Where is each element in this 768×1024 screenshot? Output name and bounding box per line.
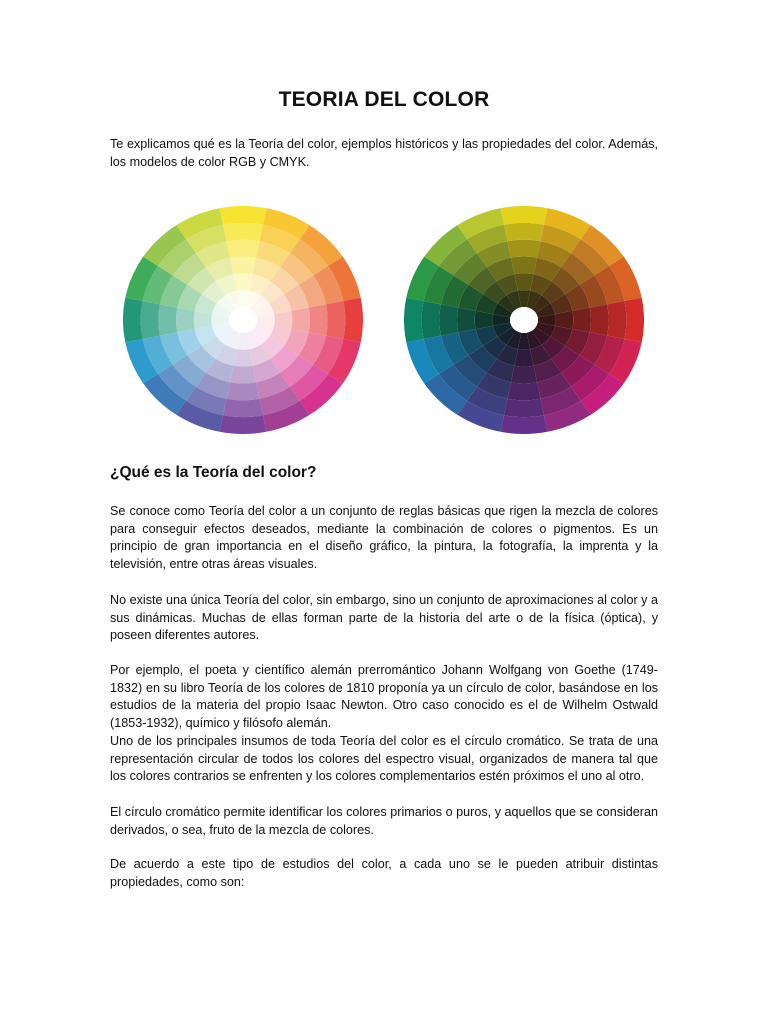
wheel-segment: [226, 382, 259, 400]
wheel-segment: [309, 304, 328, 335]
wheel-segment: [422, 301, 441, 339]
wheel-segment: [507, 382, 540, 400]
wheel-segment: [343, 298, 363, 342]
wheel-segment: [572, 308, 591, 333]
paragraph-primary-colors: El círculo cromático permite identificar los colores primarios o puros, y aquellos que se consideran derivados, o sea, fruto de la mezcla de colores.: [110, 805, 658, 837]
wheel-segment: [404, 298, 424, 342]
wheel-segment: [226, 240, 259, 258]
page-title: TEORIA DEL COLOR: [278, 88, 490, 111]
wheel-segment: [220, 206, 267, 225]
section-heading: ¿Qué es la Teoría del color?: [110, 464, 317, 481]
wheel-segment: [291, 308, 310, 333]
paragraph-approximations: No existe una única Teoría del color, sin embargo, sino un conjunto de aproximaciones al color y a sus dinámicas. Muchas de ellas forman parte de la historia del arte o de la física (óptica), y poseen diferentes autores.: [110, 593, 658, 642]
wheel-segment: [507, 240, 540, 258]
wheel-segment: [223, 223, 263, 241]
color-wheel-shades-image: [402, 204, 646, 436]
wheel-segment: [158, 304, 177, 335]
wheel-segment: [511, 366, 537, 384]
wheel-segment: [230, 257, 256, 275]
wheel-center-hole: [229, 307, 257, 333]
wheel-segment: [223, 399, 263, 417]
paragraph-properties: De acuerdo a este tipo de estudios del color, a cada uno se le pueden atribuir distintas propiedades, como son:: [110, 857, 658, 889]
paragraph-definition: Se conoce como Teoría del color a un conjunto de reglas básicas que rigen la mezcla de colores para conseguir efectos deseados, mediante la combinación de colores o pigmentos. Es un principio de gran importancia en el diseño gráfico, la pintura, la fotografía, la imprenta y la televisión, entre otras áreas visuales.: [110, 504, 658, 571]
wheel-segment: [230, 366, 256, 384]
wheel-segment: [439, 304, 458, 335]
wheel-segment: [624, 298, 644, 342]
wheel-center-hole: [510, 307, 538, 333]
wheel-segment: [123, 298, 143, 342]
wheel-segment: [501, 415, 548, 434]
wheel-segment: [504, 399, 544, 417]
paragraph-goethe-example: Por ejemplo, el poeta y científico alemán prerromántico Johann Wolfgang von Goethe (1749-1832) en su libro Teoría de los colores de 1810 proponía ya un círculo de color, basándose en los estudios de la materia del propio Isaac Newton. Otro caso conocido es el de Wilhelm Ostwald (1853-1932), químico y filósofo alemán.: [110, 663, 658, 730]
wheel-segment: [607, 301, 626, 339]
wheel-segment: [176, 308, 195, 333]
wheel-segment: [511, 257, 537, 275]
wheel-segment: [141, 301, 160, 339]
intro-paragraph: Te explicamos qué es la Teoría del color, ejemplos históricos y las propiedades del color. Además, los modelos de color RGB y CMYK.: [110, 137, 658, 169]
wheel-segment: [501, 206, 548, 225]
color-wheel-tints-image: [121, 204, 365, 436]
wheel-segment: [457, 308, 476, 333]
paragraph-color-wheel: Uno de los principales insumos de toda Teoría del color es el círculo cromático. Se trata de una representación circular de todos los colores del espectro visual, organizados de manera tal que los colores contrarios se enfrenten y los colores complementarios estén próximos el uno al otro.: [110, 734, 658, 783]
wheel-segment: [220, 415, 267, 434]
wheel-segment: [326, 301, 345, 339]
wheel-segment: [590, 304, 609, 335]
wheel-segment: [504, 223, 544, 241]
